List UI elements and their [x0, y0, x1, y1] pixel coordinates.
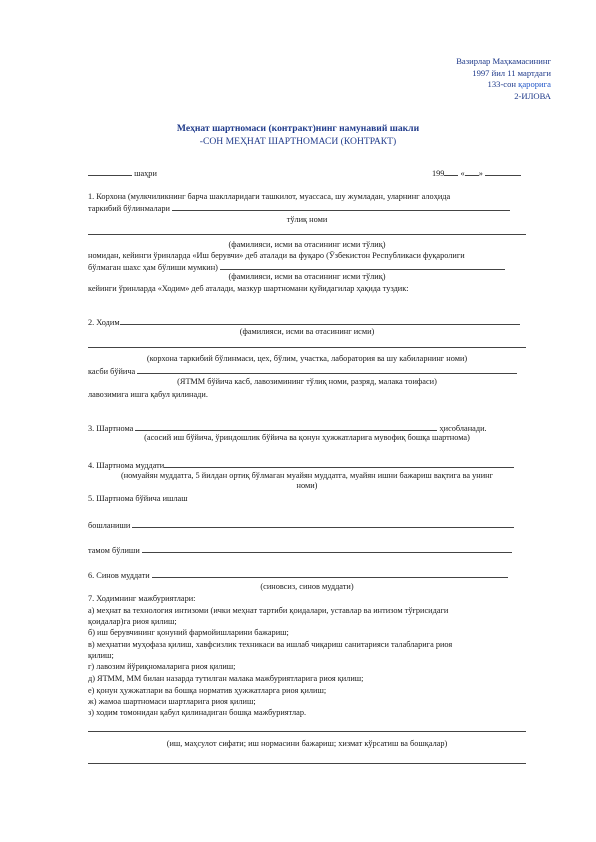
duty-a-2: қоидалар)га риоя қилиш; [88, 617, 177, 626]
quote-close: » [478, 169, 483, 178]
end-label: тамом бўлиши [88, 546, 140, 555]
section4-line1 [88, 459, 526, 471]
profession-label: касби бўйича [88, 367, 136, 376]
caption-probation: (синовсиз, синов муддати) [260, 582, 354, 591]
caption-other-duties: (иш, маҳсулот сифати; иш нормасини бажариш; хизмат кўрсатиш ва бошқалар) [166, 739, 448, 748]
organization-blank[interactable] [172, 202, 510, 211]
approval-header [456, 56, 551, 102]
section1-line2 [88, 202, 526, 214]
section1-line5: кейинги ўринларда «Ходим» деб аталади, мазкур шартномани қуйидагилар ҳақида туздик: [88, 284, 409, 293]
caption-unit: (корхона таркибий бўлинмаси, цех, бўлим, участка, лаборатория ва шу кабиларнинг номи) [146, 354, 468, 363]
header-line-1: Вазирлар Маҳкамасининг [456, 56, 551, 66]
profession-blank[interactable] [137, 365, 517, 374]
section4-label: 4. Шартнома муддати [88, 461, 165, 470]
fill-line[interactable] [88, 763, 526, 764]
end-line [88, 544, 526, 556]
section7-heading: 7. Ходимнинг мажбуриятлари: [88, 594, 196, 603]
section1-line3: номидан, кейинги ўринларда «Иш берувчи» деб аталади ва фуқаро (Ўзбекистон Республикаси фуқаролиги [88, 251, 465, 260]
date-field [432, 167, 521, 179]
caption-contract-type: (асосий иш бўйича, ўриндошлик бўйича ва қонун ҳужжатларига мувофиқ бошқа шартнома) [144, 433, 470, 442]
section2-label: 2. Ходим [88, 318, 120, 327]
section3-label: 3. Шартнома [88, 424, 134, 433]
caption-fio-1: (фамилияси, исми ва отасининг исми тўлиқ) [228, 240, 386, 249]
header-line-2: 1997 йил 11 мартдаги [472, 67, 551, 78]
document-subtitle: -СОН МЕҲНАТ ШАРТНОМАСИ (КОНТРАКТ) [199, 136, 397, 147]
section3-suffix: ҳисобланади. [439, 424, 487, 433]
section1-line4-text: бўлмаган шахс ҳам бўлиши мумкин) [88, 263, 218, 272]
header-line-3 [456, 79, 551, 91]
duty-zh: ж) жамоа шартномаси шартларига риоя қилиш; [88, 697, 256, 706]
header-line-3-prefix: 133-сон [487, 79, 519, 90]
duty-g: г) лавозим йўриқномаларига риоя қилиш; [88, 662, 236, 671]
duty-z: з) ходим томонидан қабул қилинадиган бошқа мажбуриятлар. [88, 708, 307, 717]
start-line [88, 519, 526, 531]
caption-term-1: (номуайян муддатга, 5 йилдан ортиқ бўлмаган муайян муддатга, муайян ишни бажариш вақтига ва унинг [120, 471, 494, 480]
duty-v-2: қилиш; [88, 651, 114, 660]
duty-b: б) иш берувчининг қонуний фармойишларини бажариш; [88, 628, 289, 637]
section1-line2-text: таркибий бўлинмалари [88, 204, 170, 213]
day-blank[interactable] [465, 167, 479, 176]
employee-name-blank[interactable] [220, 261, 505, 270]
caption-fio-2: (фамилияси, исми ва отасининг исми тўлиқ) [228, 272, 386, 281]
city-blank[interactable] [88, 167, 132, 176]
section6-label: 6. Синов муддати [88, 571, 150, 580]
caption-full-name: тўлиқ номи [286, 215, 328, 224]
fill-line[interactable] [88, 347, 526, 348]
caption-term-2: номи) [296, 481, 318, 490]
duty-e: е) қонун ҳужжатлари ва бошқа норматив ҳужжатларга риоя қилиш; [88, 686, 327, 695]
contract-term-blank[interactable] [164, 459, 514, 468]
section5-line1: 5. Шартнома бўйича ишлаш [88, 494, 188, 503]
probation-blank[interactable] [152, 569, 508, 578]
section1-line1: 1. Корхона (мулкчиликнинг барча шаклларидаги ташкилот, муассаса, шу жумладан, уларнинг алоҳида [88, 192, 451, 201]
duty-v-1: в) меҳнатни муҳофаза қилиш, хавфсизлик техникаси ва ишлаб чиқариш санитарияси талабларига риоя [88, 640, 453, 649]
duty-d: д) ЯТММ, ММ билан назарда тутилган малака мажбуриятларига риоя қилиш; [88, 674, 364, 683]
appendix-label: 2-ИЛОВА [514, 90, 551, 101]
hired-text: лавозимига ишга қабул қилинади. [88, 390, 208, 399]
caption-employee-fio: (фамилияси, исми ва отасининг исми) [239, 327, 375, 336]
start-label: бошланиши [88, 521, 131, 530]
end-blank[interactable] [142, 544, 512, 553]
start-blank[interactable] [132, 519, 514, 528]
fill-line[interactable] [88, 234, 526, 235]
quote-open: « [460, 169, 465, 178]
decree-link[interactable]: қарорига [518, 79, 551, 90]
employee-blank[interactable] [120, 316, 520, 325]
document-title: Меҳнат шартномаси (контракт)нинг намунавий шакли [176, 123, 420, 134]
year-prefix: 199 [432, 169, 445, 178]
duty-a-1: а) меҳнат ва технология интизоми (ички меҳнат тартиби қоидалари, уставлар ва интизом тўғрисидаги [88, 606, 449, 615]
fill-line[interactable] [88, 731, 526, 732]
section6-line1 [88, 569, 526, 581]
year-blank[interactable] [444, 167, 458, 176]
month-blank[interactable] [485, 167, 521, 176]
profession-line [88, 365, 526, 377]
contract-type-blank[interactable] [135, 422, 437, 431]
city-suffix: шаҳри [134, 169, 157, 178]
caption-profession: (ЯТММ бўйича касб, лавозимининг тўлиқ номи, разряд, малака тоифаси) [177, 377, 437, 386]
